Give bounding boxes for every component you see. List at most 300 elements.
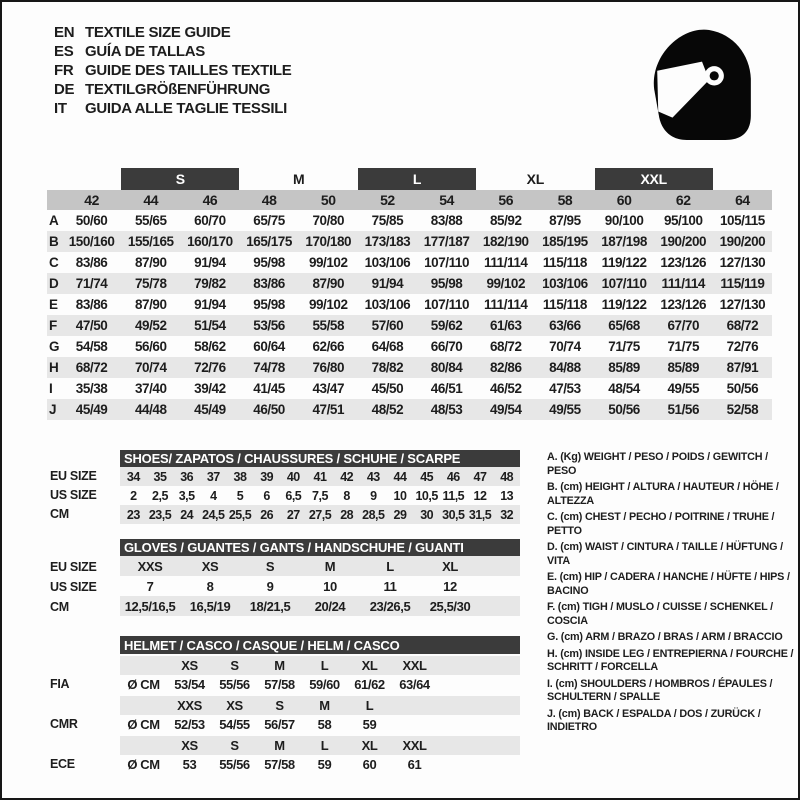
size-cell: 10,5 <box>415 488 438 503</box>
row-label: US SIZE <box>50 580 97 594</box>
size-cell: 66/70 <box>430 339 463 354</box>
size-group-label: L <box>358 168 476 190</box>
table-row <box>47 294 772 315</box>
size-cell: 74/78 <box>253 360 285 375</box>
row-label: EU SIZE <box>50 469 97 483</box>
size-cell: 107/110 <box>601 276 647 291</box>
row-label: US SIZE <box>50 488 97 502</box>
size-cell: 71/75 <box>608 339 640 354</box>
table-row <box>47 252 772 273</box>
legend-item: B. (cm) HEIGHT / ALTURA / HAUTEUR / HÖHE / ALTEZZA <box>547 481 779 507</box>
size-cell: 187/198 <box>601 234 647 249</box>
numeric-size-cell: 62 <box>675 192 691 208</box>
size-cell: 45/50 <box>371 381 404 396</box>
size-cell: 50/56 <box>608 402 640 417</box>
size-cell: 44 <box>393 469 407 484</box>
size-cell: 16,5/19 <box>189 598 231 614</box>
size-cell: 6,5 <box>285 488 302 503</box>
size-cell: 115/119 <box>720 276 765 291</box>
size-cell: 70/74 <box>549 339 581 354</box>
size-cell: 115/118 <box>542 297 587 312</box>
table-row <box>47 273 772 294</box>
size-cell: 60/70 <box>194 213 226 228</box>
size-cell: 13 <box>500 488 514 503</box>
legend-item: G. (cm) ARM / BRAZO / BRAS / ARM / BRACCIO <box>547 631 783 643</box>
helmet-size-header-row <box>120 696 520 715</box>
language-title: GUIDA ALLE TAGLIE TESSILI <box>85 100 287 117</box>
size-cell: 28,5 <box>362 507 385 522</box>
size-label-cell: S <box>230 658 239 673</box>
size-cell: 75/78 <box>134 276 167 291</box>
row-label: J <box>49 402 57 417</box>
numeric-size-cell: 52 <box>380 192 395 208</box>
size-cell: 35 <box>153 469 167 484</box>
size-cell: 60/64 <box>253 339 285 354</box>
size-cell: 36 <box>180 469 194 484</box>
size-cell: XS <box>201 558 219 574</box>
row-label: EU SIZE <box>50 560 97 574</box>
size-cell: 82/86 <box>489 360 522 375</box>
table-row <box>120 486 520 505</box>
size-cell: 155/165 <box>127 234 174 249</box>
textile-measure-rows <box>47 210 772 420</box>
size-cell: 6 <box>263 488 270 503</box>
size-cell: 177/187 <box>423 234 470 249</box>
size-cell: 62/66 <box>312 339 345 354</box>
size-cell: 111/114 <box>661 276 705 291</box>
size-cell: 63/66 <box>549 318 581 333</box>
row-label: B <box>49 234 59 249</box>
size-cell: 45 <box>420 469 434 484</box>
size-cell: 95/98 <box>253 297 285 312</box>
language-title: GUIDE DES TAILLES TEXTILE <box>85 62 292 79</box>
size-label-cell: S <box>275 698 284 713</box>
size-cell: 10 <box>323 578 337 594</box>
shoes-row-labels <box>50 467 97 524</box>
size-cell: 8 <box>343 488 350 503</box>
size-label-cell: M <box>319 698 330 713</box>
row-label: H <box>49 360 59 375</box>
size-cell: 95/100 <box>663 213 703 228</box>
size-cell: 46/51 <box>430 381 463 396</box>
legend-item: I. (cm) SHOULDERS / HOMBROS / ÉPAULES / SCHULTERN / SPALLE <box>547 677 773 703</box>
size-cell: 3,5 <box>178 488 195 503</box>
size-cell: 107/110 <box>424 255 470 270</box>
size-cell: 99/102 <box>308 297 348 312</box>
size-cell: 35/38 <box>75 381 108 396</box>
size-label-cell: L <box>320 738 329 753</box>
numeric-size-cell: 56 <box>498 192 514 208</box>
size-cell: 49/55 <box>549 402 581 417</box>
measure-legend <box>547 451 799 738</box>
size-cell: 24,5 <box>202 507 225 522</box>
table-row <box>120 576 520 596</box>
size-label-cell: XS <box>181 738 198 753</box>
table-row <box>47 378 772 399</box>
size-cell: 49/54 <box>489 402 522 417</box>
table-row <box>120 505 520 524</box>
size-cell: 170/180 <box>305 234 352 249</box>
size-cell: 51/54 <box>194 318 226 333</box>
size-cell: 56/57 <box>264 717 295 732</box>
size-cell: 119/122 <box>601 255 647 270</box>
size-cell: 59 <box>362 717 377 732</box>
size-cell: 103/106 <box>364 297 411 312</box>
size-cell: 68/72 <box>489 339 522 354</box>
size-cell: 44/48 <box>134 402 167 417</box>
size-cell: S <box>265 558 275 574</box>
size-cell: 27 <box>286 507 300 522</box>
size-cell: 95/98 <box>253 255 285 270</box>
size-cell: 25,5/30 <box>429 598 471 614</box>
row-label: D <box>49 276 59 291</box>
unit-cell: Ø CM <box>127 757 160 772</box>
language-code: FR <box>54 62 74 79</box>
size-group-header <box>47 168 772 190</box>
size-cell: 4 <box>210 488 217 503</box>
size-cell: 43/47 <box>312 381 345 396</box>
size-cell: 83/86 <box>253 276 285 291</box>
size-cell: 61 <box>407 757 422 772</box>
size-label-cell: XXL <box>402 738 427 753</box>
size-cell: 150/160 <box>68 234 115 249</box>
size-cell: 18/21,5 <box>249 598 291 614</box>
size-cell: 41/45 <box>253 381 285 396</box>
size-cell: 56/60 <box>134 339 167 354</box>
helmet-size-table <box>120 636 520 774</box>
language-item <box>54 23 291 42</box>
helmet-value-row <box>120 715 520 734</box>
size-cell: 85/89 <box>667 360 700 375</box>
table-row <box>47 231 772 252</box>
size-cell: 59 <box>317 757 332 772</box>
helmet-size-header-row <box>120 656 520 675</box>
numeric-size-cell: 42 <box>84 192 99 208</box>
size-cell: 9 <box>370 488 377 503</box>
legend-item: F. (cm) TIGH / MUSLO / CUISSE / SCHENKEL / COSCIA <box>547 601 773 627</box>
standard-label: CMR <box>50 717 78 731</box>
size-cell: 68/72 <box>75 360 108 375</box>
size-cell: 127/130 <box>719 297 766 312</box>
size-cell: 115/118 <box>542 255 587 270</box>
size-cell: 10 <box>393 488 407 503</box>
table-row <box>120 467 520 486</box>
numeric-size-cell: 54 <box>439 192 454 208</box>
legend-item: J. (cm) BACK / ESPALDA / DOS / ZURÜCK / INDIETRO <box>547 707 761 733</box>
size-cell: 9 <box>266 578 274 594</box>
row-label: CM <box>50 507 69 521</box>
size-cell: 85/89 <box>608 360 640 375</box>
size-cell: 48 <box>500 469 514 484</box>
row-label: A <box>49 213 59 228</box>
size-label-cell: XS <box>181 658 198 673</box>
size-cell: 26 <box>260 507 274 522</box>
size-cell: 64/68 <box>371 339 404 354</box>
size-cell: 50/56 <box>726 381 759 396</box>
size-cell: 61/63 <box>489 318 522 333</box>
size-cell: 34 <box>126 469 140 484</box>
numeric-size-cell: 64 <box>735 192 750 208</box>
gloves-table-title: GLOVES / GUANTES / GANTS / HANDSCHUHE / GUANTI <box>120 539 520 556</box>
size-cell: 53 <box>182 757 197 772</box>
size-cell: 190/200 <box>660 234 707 249</box>
size-cell: 87/90 <box>312 276 345 291</box>
table-row <box>120 596 520 616</box>
size-cell: 30 <box>420 507 434 522</box>
size-cell: 83/86 <box>75 297 108 312</box>
row-label: CM <box>50 600 69 614</box>
size-cell: 91/94 <box>371 276 404 291</box>
size-label-cell: M <box>274 658 285 673</box>
size-cell: 39/42 <box>194 381 226 396</box>
size-cell: 39 <box>260 469 274 484</box>
size-cell: 119/122 <box>601 297 647 312</box>
size-cell: 91/94 <box>194 255 226 270</box>
size-cell: 11 <box>383 578 397 594</box>
size-cell: 107/110 <box>424 297 470 312</box>
size-cell: 52/53 <box>174 717 205 732</box>
size-group-label: M <box>292 171 305 187</box>
size-cell: 55/56 <box>219 757 250 772</box>
size-cell: 54/58 <box>75 339 108 354</box>
size-cell: 37 <box>206 469 220 484</box>
numeric-size-cell: 48 <box>261 192 277 208</box>
unit-cell: Ø CM <box>127 717 160 732</box>
size-cell: 83/88 <box>430 213 463 228</box>
language-title: GUÍA DE TALLAS <box>85 43 205 60</box>
size-cell: 12 <box>473 488 487 503</box>
table-row <box>47 399 772 420</box>
standard-label: FIA <box>50 677 70 691</box>
size-cell: 72/76 <box>726 339 759 354</box>
size-cell: 48/52 <box>371 402 404 417</box>
size-cell: 7 <box>146 578 154 594</box>
size-cell: 30,5 <box>442 507 465 522</box>
size-cell: 23,5 <box>148 507 172 522</box>
racing-helmet-icon <box>652 28 752 142</box>
size-cell: 47/50 <box>75 318 108 333</box>
size-cell: 20/24 <box>314 598 346 614</box>
size-cell: 111/114 <box>484 297 528 312</box>
size-cell: 83/86 <box>75 255 108 270</box>
shoes-table-title: SHOES/ ZAPATOS / CHAUSSURES / SCHUHE / SCARPE <box>120 450 520 467</box>
size-cell: 43 <box>366 469 380 484</box>
size-cell: 190/200 <box>719 234 766 249</box>
language-code: DE <box>54 81 75 98</box>
table-row <box>47 336 772 357</box>
language-item <box>54 99 291 118</box>
size-cell: 27,5 <box>308 507 332 522</box>
size-cell: 65/75 <box>253 213 285 228</box>
gloves-row-labels <box>50 557 97 617</box>
textile-size-table <box>47 168 772 420</box>
size-cell: 103/106 <box>542 276 588 291</box>
language-code: IT <box>54 100 67 117</box>
language-code: EN <box>54 24 75 41</box>
size-cell: 57/58 <box>264 757 295 772</box>
numeric-size-cell: 58 <box>557 192 573 208</box>
language-title: TEXTILGRÖßENFÜHRUNG <box>85 81 271 98</box>
size-group-label: S <box>121 168 239 190</box>
size-cell: 123/126 <box>660 255 707 270</box>
size-cell: 31,5 <box>468 507 492 522</box>
size-cell: 58/62 <box>194 339 226 354</box>
table-row <box>47 315 772 336</box>
size-cell: 37/40 <box>134 381 167 396</box>
numeric-size-cell: 60 <box>616 192 632 208</box>
size-cell: 65/68 <box>608 318 640 333</box>
standard-label: ECE <box>50 757 75 771</box>
shoes-size-table <box>120 450 520 524</box>
legend-item: H. (cm) INSIDE LEG / ENTREPIERNA / FOURCHE / SCHRITT / FORCELLA <box>547 647 794 673</box>
row-label: G <box>49 339 60 354</box>
row-label: F <box>49 318 57 333</box>
size-cell: 12,5/16,5 <box>124 598 176 614</box>
size-cell: 49/55 <box>667 381 700 396</box>
size-cell: 55/58 <box>312 318 345 333</box>
size-label-cell: XL <box>361 658 378 673</box>
size-cell: 24 <box>180 507 194 522</box>
size-cell: 70/74 <box>134 360 167 375</box>
size-cell: 91/94 <box>194 297 226 312</box>
size-cell: 67/70 <box>667 318 700 333</box>
numeric-size-cell: 46 <box>202 192 218 208</box>
row-label: I <box>49 381 53 396</box>
size-cell: 47/53 <box>549 381 581 396</box>
size-cell: 90/100 <box>604 213 644 228</box>
language-code: ES <box>54 43 74 60</box>
size-cell: 11,5 <box>442 488 465 503</box>
size-cell: 40 <box>286 469 300 484</box>
size-cell: 12 <box>443 578 457 594</box>
size-cell: 85/92 <box>489 213 522 228</box>
table-row <box>120 556 520 576</box>
helmet-size-header-row <box>120 736 520 755</box>
size-cell: 165/175 <box>246 234 292 249</box>
size-cell: 71/74 <box>75 276 108 291</box>
size-label-cell: XXS <box>177 698 202 713</box>
size-cell: 59/62 <box>430 318 463 333</box>
size-cell: 46/52 <box>489 381 522 396</box>
size-cell: L <box>386 558 394 574</box>
size-cell: 72/76 <box>194 360 226 375</box>
size-cell: 51/56 <box>667 402 700 417</box>
size-cell: 55/56 <box>219 677 250 692</box>
size-cell: 5 <box>236 488 244 503</box>
size-cell: 160/170 <box>187 234 233 249</box>
size-cell: 87/91 <box>726 360 759 375</box>
size-cell: 185/195 <box>542 234 588 249</box>
size-cell: 46 <box>446 469 460 484</box>
row-label: C <box>49 255 59 270</box>
size-cell: 23 <box>126 507 140 522</box>
size-cell: 2 <box>130 488 137 503</box>
size-cell: 47/51 <box>312 402 345 417</box>
row-label: E <box>49 297 58 312</box>
size-cell: 71/75 <box>667 339 700 354</box>
size-label-cell: S <box>230 738 239 753</box>
size-cell: 7,5 <box>312 488 328 503</box>
size-label-cell: XL <box>361 738 378 753</box>
size-cell: 105/115 <box>719 213 765 228</box>
size-cell: 95/98 <box>430 276 463 291</box>
size-label-cell: XS <box>226 698 243 713</box>
helmet-table-title: HELMET / CASCO / CASQUE / HELM / CASCO <box>120 636 520 654</box>
size-label-cell: L <box>365 698 374 713</box>
language-list <box>54 23 291 118</box>
size-cell: 57/60 <box>371 318 404 333</box>
size-cell: 111/114 <box>484 255 528 270</box>
size-cell: 123/126 <box>660 297 707 312</box>
table-row <box>47 210 772 231</box>
size-cell: 48/53 <box>430 402 463 417</box>
size-cell: 53/54 <box>174 677 205 692</box>
size-cell: 47 <box>473 469 487 484</box>
helmet-value-row <box>120 755 520 774</box>
language-item <box>54 42 291 61</box>
gloves-size-table <box>120 539 520 616</box>
size-cell: 29 <box>393 507 407 522</box>
size-cell: 84/88 <box>549 360 581 375</box>
size-group-label: XL <box>526 171 544 187</box>
size-cell: 25,5 <box>228 507 252 522</box>
size-cell: 54/55 <box>219 717 250 732</box>
language-item <box>54 80 291 99</box>
numeric-size-cell: 44 <box>143 192 159 208</box>
size-cell: 53/56 <box>253 318 285 333</box>
size-cell: 45/49 <box>75 402 108 417</box>
legend-item: C. (cm) CHEST / PECHO / POITRINE / TRUHE / PETTO <box>547 511 775 537</box>
helmet-value-row <box>120 675 520 694</box>
size-group-label: XXL <box>595 168 713 190</box>
size-label-cell: M <box>274 738 285 753</box>
size-cell: 76/80 <box>312 360 345 375</box>
numeric-size-cell: 50 <box>320 192 336 208</box>
size-cell: 49/52 <box>134 318 167 333</box>
size-cell: XXS <box>137 558 163 574</box>
size-cell: 32 <box>500 507 514 522</box>
legend-item: A. (Kg) WEIGHT / PESO / POIDS / GEWITCH / PESO <box>547 451 768 477</box>
size-cell: 68/72 <box>726 318 759 333</box>
size-cell: 59/60 <box>309 677 340 692</box>
size-cell: 52/58 <box>726 402 759 417</box>
size-cell: 173/183 <box>364 234 411 249</box>
size-cell: 23/26,5 <box>369 598 411 614</box>
size-cell: 99/102 <box>308 255 348 270</box>
size-cell: 87/90 <box>134 297 167 312</box>
language-item <box>54 61 291 80</box>
size-cell: 48/54 <box>608 381 640 396</box>
size-cell: 87/90 <box>134 255 167 270</box>
language-title: TEXTILE SIZE GUIDE <box>85 24 231 41</box>
size-cell: 103/106 <box>364 255 411 270</box>
size-cell: 46/50 <box>253 402 285 417</box>
size-cell: 50/60 <box>75 213 108 228</box>
size-cell: 28 <box>340 507 354 522</box>
size-cell: 79/82 <box>194 276 226 291</box>
legend-item: D. (cm) WAIST / CINTURA / TAILLE / HÜFTUNG / VITA <box>547 541 783 567</box>
size-cell: 78/82 <box>371 360 404 375</box>
size-cell: XL <box>442 558 458 574</box>
size-cell: 2,5 <box>152 488 168 503</box>
size-cell: 70/80 <box>312 213 345 228</box>
size-cell: M <box>324 558 336 574</box>
size-cell: 182/190 <box>482 234 529 249</box>
size-cell: 75/85 <box>371 213 404 228</box>
size-cell: 8 <box>206 578 214 594</box>
size-label-cell: L <box>320 658 329 673</box>
table-row <box>47 357 772 378</box>
